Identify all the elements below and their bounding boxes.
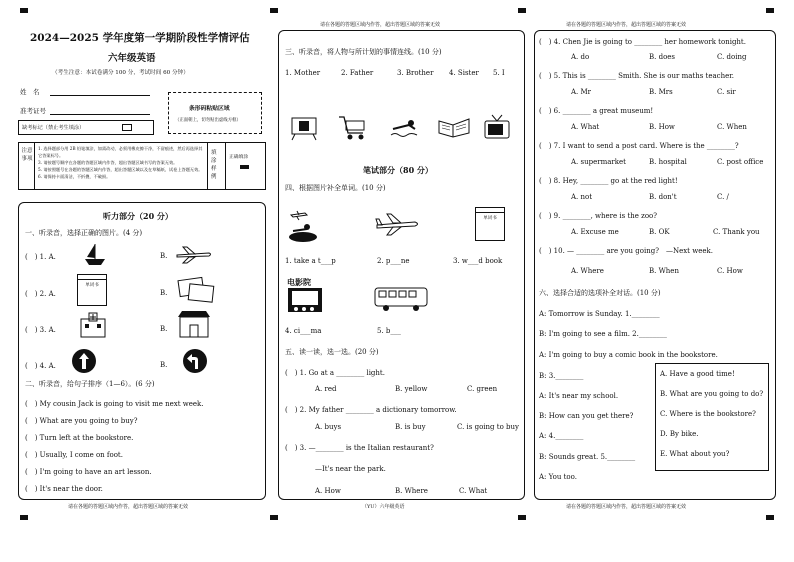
part1-item-3: ( ) 3. A. (25, 326, 56, 334)
footer-warning: 请在各题的答题区域内作答，超出答题区域的答案无效 (566, 504, 687, 510)
timing-mark (20, 8, 28, 13)
q4-option-a: A. do (571, 53, 590, 61)
timing-mark (270, 515, 278, 520)
q2-option-c: C. is going to buy (457, 423, 519, 431)
q7-option-a: A. supermarket (571, 158, 626, 166)
timing-mark (518, 8, 526, 13)
part1-item-4: ( ) 4. A. (25, 362, 56, 370)
q9-option-c: C. Thank you (713, 228, 760, 236)
notice-item: 5. 请按照题号在各题的答题区域内作答，超出答题区域以及在草稿纸、试卷上答题无效。 (38, 167, 203, 172)
q7-option-b: B. hospital (649, 158, 687, 166)
dialog-line: A: Tomorrow is Sunday. 1.________ (539, 310, 660, 318)
q7-option-c: C. post office (717, 158, 764, 166)
barcode-title: 条形码粘贴区域 (189, 106, 230, 112)
q6-option-c: C. When (717, 123, 747, 131)
listening-section (18, 202, 266, 500)
question-8: ( ) 8. Hey, ________ go at the red light! (539, 177, 678, 185)
timing-mark (270, 8, 278, 13)
book-picture (437, 115, 471, 139)
absent-label: 缺考标记（禁止考生填涂） (22, 125, 85, 131)
part1-title: 一、听录音，选择正确的图片。(4 分) (25, 229, 143, 237)
boat-picture (81, 241, 109, 267)
person-mother: 1. Mother (285, 69, 321, 77)
q2-option-b: B. is buy (395, 423, 426, 431)
trip-picture (285, 207, 321, 247)
q5-option-a: A. Mr (571, 88, 592, 96)
top-warning: 请在各题的答题区域内作答，超出答题区域的答案无效 (320, 22, 441, 28)
hospital-picture (77, 311, 109, 339)
question-6: ( ) 6. ________ a great museum! (539, 107, 654, 115)
part6-title: 六、选择合适的选项补全对话。(10 分) (539, 289, 661, 297)
airplane-picture (375, 211, 421, 237)
part5-title: 五、读一读，选一选。(20 分) (285, 348, 379, 356)
drawing-easel-picture (289, 115, 319, 141)
part1-item-1: ( ) 1. A. (25, 253, 56, 261)
absent-box (18, 120, 154, 135)
q5-option-c: C. sir (717, 88, 736, 96)
word-item-1: 1. take a t___p (285, 257, 336, 265)
q3-option-c: C. What (459, 487, 488, 495)
listening-heading: 听力部分（20 分） (103, 211, 173, 221)
person-i: 5. I (493, 69, 505, 77)
choices-box (655, 363, 769, 471)
timing-mark (766, 8, 774, 13)
person-father: 2. Father (341, 69, 374, 77)
sample-label: 填涂样例 (211, 150, 217, 180)
barcode-area (168, 92, 262, 134)
q1-option-a: A. red (315, 385, 337, 393)
dialog-line: B: Sounds great. 5.________ (539, 453, 636, 461)
choice-c: C. Where is the bookstore? (660, 410, 756, 418)
word-item-5: 5. b___ (377, 327, 401, 335)
part3-title: 三、听录音，将人物与所计划的事情连线。(10 分) (285, 48, 442, 56)
choice-d: D. By bike. (660, 430, 699, 438)
turn-left-sign (182, 348, 208, 374)
part1-item-2-b: B. (160, 289, 168, 297)
q2-option-a: A. buys (315, 423, 342, 431)
notice-item: 1. 选择题部分用 2B 铅笔填涂，如需改动，必须用橡皮擦干净，不留痕迹，然后再选择其它答案标号。 (38, 146, 203, 158)
shopping-cart-picture (337, 113, 369, 143)
part2-item: ( ) What are you going to buy? (25, 417, 138, 425)
q1-option-b: B. yellow (395, 385, 428, 393)
q8-option-c: C. / (717, 193, 729, 201)
q3-option-b: B. Where (395, 487, 428, 495)
top-warning: 请在各题的答题区域内作答，超出答题区域的答案无效 (566, 22, 687, 28)
part1-item-3-b: B. (160, 325, 168, 333)
name-label: 姓 名 (20, 88, 40, 96)
part2-item: ( ) It's near the door. (25, 485, 103, 493)
dialog-line: A: I'm going to buy a comic book in the bookstore. (539, 351, 718, 359)
timing-mark (20, 515, 28, 520)
q6-option-b: B. How (649, 123, 675, 131)
part1-item-1-b: B. (160, 252, 168, 260)
q10-option-b: B. When (649, 267, 679, 275)
absent-checkbox[interactable] (122, 124, 132, 131)
part2-item: ( ) Turn left at the bookstore. (25, 434, 134, 442)
dialog-line: B: I'm going to see a film. 2.________ (539, 330, 667, 338)
q5-option-b: B. Mrs (649, 88, 673, 96)
question-2: ( ) 2. My father ________ a dictionary tomorrow. (285, 406, 457, 414)
correct-label: 正确填涂 (229, 155, 249, 160)
part2-item: ( ) Usually, I come on foot. (25, 451, 123, 459)
word-book-label: 单词书 (483, 216, 497, 221)
q8-option-b: B. don't (649, 193, 677, 201)
notice-label: 注意事项 (21, 148, 33, 162)
person-brother: 3. Brother (397, 69, 434, 77)
filled-mark-sample (240, 165, 249, 169)
timing-mark (766, 515, 774, 520)
barcode-note: （正面朝上，切勿贴出虚线方框） (175, 118, 241, 123)
exam-subtitle: 六年级英语 (108, 53, 156, 64)
plane-picture (175, 245, 213, 265)
notice-item: 6. 请保持卡面清洁，不折叠，不破损。 (38, 174, 111, 179)
swimmer-picture (389, 115, 419, 141)
written-heading: 笔试部分（80 分） (363, 165, 433, 175)
part1-item-2: ( ) 2. A. (25, 290, 56, 298)
part2-item: ( ) I'm going to have an art lesson. (25, 468, 152, 476)
part2-item: ( ) My cousin Jack is going to visit me next week. (25, 400, 204, 408)
shop-picture (177, 309, 211, 339)
q3-reply: —It's near the park. (315, 465, 386, 473)
q10-option-a: A. Where (571, 267, 604, 275)
q9-option-b: B. OK (649, 228, 670, 236)
question-4: ( ) 4. Chen Jie is going to ________ her homework tonight. (539, 38, 746, 46)
q3-option-a: A. How (315, 487, 341, 495)
q4-option-b: B. does (649, 53, 676, 61)
choice-a: A. Have a good time! (660, 370, 735, 378)
dialog-line: A: 4.________ (539, 432, 584, 440)
q4-option-c: C. doing (717, 53, 747, 61)
part1-item-4-b: B. (160, 361, 168, 369)
footer-center: （YU）六年级英语 (362, 504, 405, 510)
name-field[interactable] (50, 95, 150, 96)
question-7: ( ) 7. I want to send a post card. Where is the ________? (539, 142, 739, 150)
bus-picture (373, 285, 429, 313)
choice-e: E. What about you? (660, 450, 730, 458)
footer-warning: 请在各题的答题区域内作答，超出答题区域的答案无效 (68, 504, 189, 510)
part2-title: 二、听录音，给句子排序（1—6）。(6 分) (25, 380, 155, 388)
postcards-picture (177, 275, 217, 305)
question-1: ( ) 1. Go at a ________ light. (285, 369, 385, 377)
question-3: ( ) 3. —________ is the Italian restaurant? (285, 444, 434, 452)
word-book-picture (77, 274, 107, 306)
word-item-2: 2. p___ne (377, 257, 410, 265)
person-sister: 4. Sister (449, 69, 479, 77)
dialog-line: A: It's near my school. (539, 392, 619, 400)
id-field[interactable] (50, 114, 150, 115)
question-9: ( ) 9. ________, where is the zoo? (539, 212, 658, 220)
notice-text (38, 145, 204, 180)
exam-title: 2024—2025 学年度第一学期阶段性学情评估 (30, 32, 250, 44)
notice-box (18, 142, 266, 190)
timing-mark (518, 515, 526, 520)
word-item-4: 4. ci___ma (285, 327, 322, 335)
cinema-label: 电影院 (287, 277, 311, 287)
question-10: ( ) 10. — ________ are you going? —Next week. (539, 247, 713, 255)
right-section (534, 30, 776, 500)
tv-picture (483, 113, 511, 141)
middle-section (278, 30, 525, 500)
straight-arrow-sign (71, 348, 97, 374)
word-item-3: 3. w___d book (453, 257, 503, 265)
cinema-picture (287, 287, 323, 313)
choice-b: B. What are you going to do? (660, 390, 764, 398)
q10-option-c: C. How (717, 267, 743, 275)
word-book-text: 单词书 (85, 283, 99, 288)
id-label: 准考证号 (20, 107, 46, 115)
q6-option-a: A. What (571, 123, 600, 131)
dialog-line: B: How can you get there? (539, 412, 634, 420)
exam-note: （考生注意：本试卷满分 100 分，考试时间 60 分钟） (52, 70, 189, 76)
notice-item: 3. 请按题号顺序在各题的答题区域内作答，超出答题区域书写的答案无效。 (38, 160, 178, 165)
dialog-line: B: 3.________ (539, 372, 584, 380)
q8-option-a: A. not (571, 193, 593, 201)
dialog-line: A: You too. (539, 473, 577, 481)
question-5: ( ) 5. This is ________ Smith. She is our maths teacher. (539, 72, 735, 80)
word-book-picture-2 (475, 207, 505, 241)
part4-title: 四、根据图片补全单词。(10 分) (285, 184, 386, 192)
q9-option-a: A. Excuse me (571, 228, 619, 236)
q1-option-c: C. green (467, 385, 498, 393)
